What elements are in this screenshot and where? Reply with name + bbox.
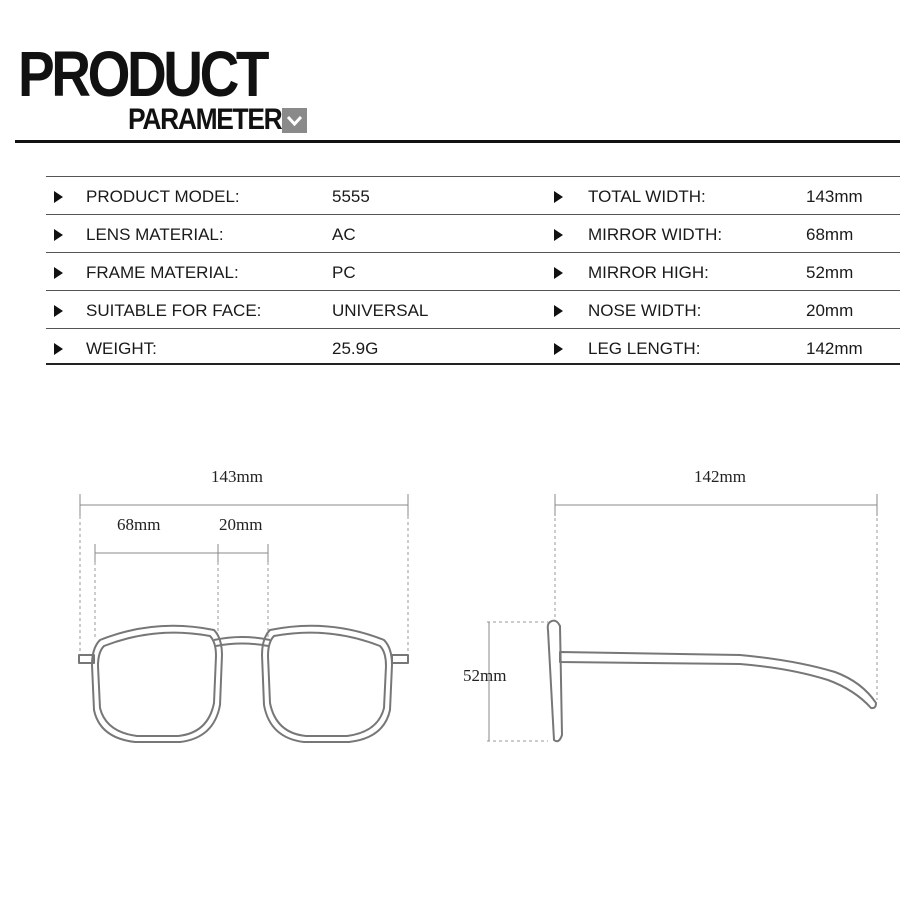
total-width-label: 143mm [211, 467, 263, 486]
spec-value: 52mm [806, 263, 854, 282]
page-subtitle: PARAMETER [128, 103, 282, 136]
spec-label: WEIGHT: [86, 339, 157, 358]
spec-label: LEG LENGTH: [588, 339, 701, 358]
page-title: PRODUCT [18, 38, 267, 110]
spec-label: FRAME MATERIAL: [86, 263, 239, 282]
spec-label: NOSE WIDTH: [588, 301, 702, 320]
spec-value: AC [332, 225, 356, 244]
spec-value: 25.9G [332, 339, 379, 358]
spec-label: PRODUCT MODEL: [86, 187, 240, 206]
glasses-front-view [79, 626, 408, 742]
spec-label: MIRROR HIGH: [588, 263, 709, 282]
spec-label: SUITABLE FOR FACE: [86, 301, 262, 320]
spec-value: 142mm [806, 339, 863, 358]
spec-value: PC [332, 263, 356, 282]
glasses-side-view [548, 621, 876, 742]
leg-length-label: 142mm [694, 467, 746, 486]
spec-value: 68mm [806, 225, 854, 244]
nose-width-label: 20mm [219, 515, 263, 534]
lens-width-label: 68mm [117, 515, 161, 534]
lens-height-label: 52mm [463, 666, 507, 685]
spec-value: UNIVERSAL [332, 301, 429, 320]
spec-label: TOTAL WIDTH: [588, 187, 706, 206]
spec-value: 143mm [806, 187, 863, 206]
spec-label: MIRROR WIDTH: [588, 225, 723, 244]
spec-label: LENS MATERIAL: [86, 225, 224, 244]
spec-value: 20mm [806, 301, 854, 320]
spec-value: 5555 [332, 187, 370, 206]
